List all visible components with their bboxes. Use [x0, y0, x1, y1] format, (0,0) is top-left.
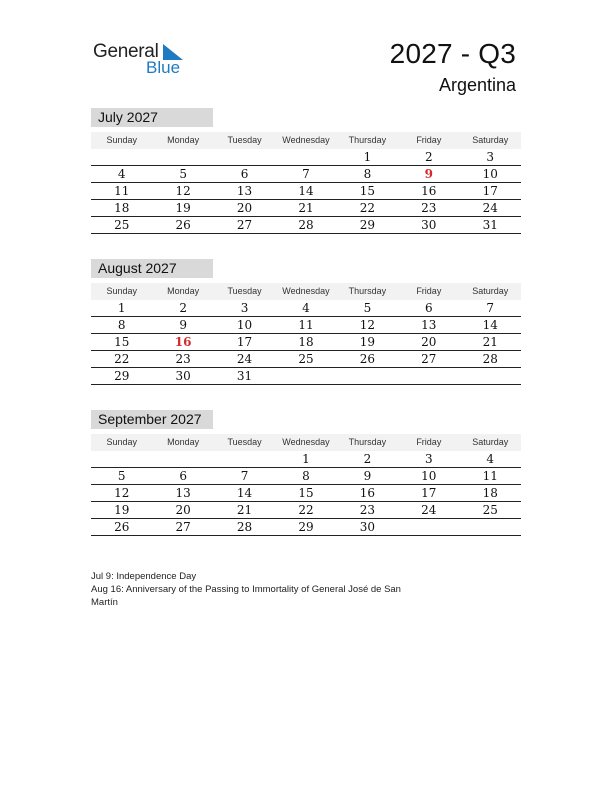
country-name: Argentina — [438, 75, 516, 95]
day-cell: 7 — [240, 469, 249, 483]
weekday-label: Wednesday — [282, 437, 330, 447]
week-row — [91, 217, 521, 234]
week-row — [91, 317, 521, 334]
week-row — [91, 468, 521, 485]
day-cell: 8 — [302, 469, 310, 483]
week-row — [91, 351, 521, 368]
day-cell: 8 — [117, 318, 126, 332]
day-cell: 5 — [179, 167, 187, 181]
day-cell: 23 — [175, 352, 191, 366]
weekday-header-row — [91, 283, 521, 300]
day-cell: 30 — [359, 520, 376, 534]
month-title: July 2027 — [91, 108, 213, 127]
day-cell: 5 — [363, 301, 372, 315]
day-cell: 5 — [117, 469, 126, 483]
weekday-label: Monday — [167, 135, 200, 145]
day-cell: 21 — [298, 201, 314, 215]
day-cell: 18 — [114, 201, 130, 215]
day-cell: 27 — [421, 352, 437, 366]
brand-logo — [93, 40, 193, 78]
weekday-header-row — [91, 132, 521, 149]
day-cell: 18 — [298, 335, 314, 349]
day-cell: 12 — [359, 318, 376, 332]
day-cell — [337, 368, 398, 384]
day-cell: 7 — [486, 301, 495, 315]
month-title: September 2027 — [91, 410, 213, 429]
week-row — [91, 200, 521, 217]
day-cell: 11 — [298, 318, 314, 332]
weekday-label: Saturday — [472, 286, 509, 296]
day-cell: 20 — [236, 201, 253, 215]
day-cell: 28 — [298, 218, 314, 232]
weekday-label: Sunday — [106, 286, 137, 296]
weekday-label: Wednesday — [282, 286, 330, 296]
day-cell: 16 — [359, 486, 376, 500]
day-cell: 13 — [175, 486, 191, 500]
logo-text-general: General — [93, 41, 159, 62]
day-cell: 6 — [179, 469, 187, 483]
weekday-label: Thursday — [348, 437, 387, 447]
day-cell: 11 — [114, 184, 130, 198]
weekday-label: Monday — [167, 437, 200, 447]
day-cell: 14 — [298, 184, 314, 198]
week-row — [91, 149, 521, 166]
holiday-day-cell: 16 — [174, 335, 192, 349]
day-cell: 18 — [482, 486, 498, 500]
month-calendar — [91, 259, 521, 385]
month-calendar — [91, 410, 521, 536]
day-cell: 20 — [175, 503, 191, 517]
day-cell: 28 — [482, 352, 498, 366]
day-cell: 23 — [359, 503, 376, 517]
day-cell: 27 — [175, 520, 191, 534]
day-cell: 17 — [421, 486, 437, 500]
day-cell: 17 — [236, 335, 253, 349]
day-cell: 25 — [114, 218, 130, 232]
day-cell: 19 — [359, 335, 376, 349]
day-cell — [460, 519, 521, 535]
day-cell: 1 — [302, 452, 310, 466]
day-cell: 19 — [175, 201, 191, 215]
day-cell: 28 — [236, 520, 253, 534]
day-cell — [214, 149, 275, 165]
day-cell — [398, 368, 459, 384]
day-cell — [214, 451, 275, 467]
day-cell — [91, 149, 152, 165]
page-title: 2027 - Q3 — [389, 38, 516, 69]
day-cell: 3 — [486, 150, 495, 164]
day-cell: 12 — [175, 184, 191, 198]
day-cell: 30 — [175, 369, 191, 383]
day-cell — [398, 519, 459, 535]
day-cell: 24 — [236, 352, 253, 366]
day-cell: 4 — [302, 301, 310, 315]
holiday-note: Aug 16: Anniversary of the Passing to Immortality of General José de San Martín — [91, 584, 401, 608]
weekday-label: Saturday — [472, 135, 509, 145]
day-cell: 15 — [298, 486, 314, 500]
holiday-notes — [91, 570, 411, 609]
weekday-label: Sunday — [106, 437, 137, 447]
day-cell: 30 — [421, 218, 437, 232]
week-row — [91, 183, 521, 200]
weekday-label: Thursday — [348, 286, 387, 296]
holiday-day-cell: 9 — [424, 167, 433, 181]
day-cell: 9 — [179, 318, 187, 332]
weekday-header-row — [91, 434, 521, 451]
day-cell: 6 — [425, 301, 433, 315]
day-cell: 26 — [114, 520, 130, 534]
day-cell: 29 — [114, 369, 130, 383]
day-cell — [460, 368, 521, 384]
week-row — [91, 502, 521, 519]
day-cell: 19 — [114, 503, 130, 517]
day-cell: 24 — [482, 201, 498, 215]
weekday-label: Tuesday — [227, 437, 262, 447]
week-row — [91, 519, 521, 536]
month-calendar — [91, 108, 521, 234]
day-cell — [152, 149, 213, 165]
day-cell: 26 — [175, 218, 191, 232]
day-cell: 23 — [421, 201, 437, 215]
week-row — [91, 166, 521, 183]
holiday-note: Jul 9: Independence Day — [91, 571, 197, 582]
day-cell: 7 — [302, 167, 310, 181]
day-cell: 3 — [240, 301, 249, 315]
logo-text-blue: Blue — [146, 58, 181, 77]
day-cell: 22 — [298, 503, 314, 517]
day-cell: 17 — [482, 184, 498, 198]
day-cell: 27 — [236, 218, 253, 232]
day-cell: 8 — [363, 167, 372, 181]
day-cell: 16 — [421, 184, 437, 198]
day-cell: 21 — [482, 335, 498, 349]
day-cell — [152, 451, 213, 467]
day-cell: 31 — [236, 369, 253, 383]
weekday-label: Saturday — [472, 437, 509, 447]
day-cell: 31 — [482, 218, 498, 232]
day-cell: 24 — [421, 503, 437, 517]
day-cell: 13 — [421, 318, 437, 332]
day-cell: 4 — [117, 167, 126, 181]
day-cell: 10 — [421, 469, 437, 483]
day-cell: 9 — [363, 469, 372, 483]
weekday-label: Tuesday — [227, 135, 262, 145]
day-cell: 13 — [236, 184, 253, 198]
day-cell: 12 — [114, 486, 130, 500]
day-cell: 10 — [482, 167, 498, 181]
weekday-label: Friday — [416, 437, 442, 447]
day-cell: 6 — [240, 167, 249, 181]
week-row — [91, 485, 521, 502]
week-row — [91, 334, 521, 351]
weekday-label: Wednesday — [282, 135, 330, 145]
day-cell — [275, 368, 336, 384]
day-cell: 20 — [421, 335, 437, 349]
week-row — [91, 451, 521, 468]
weekday-label: Tuesday — [227, 286, 262, 296]
day-cell — [91, 451, 152, 467]
weekday-label: Friday — [416, 135, 442, 145]
day-cell: 15 — [114, 335, 130, 349]
day-cell: 1 — [363, 150, 372, 164]
day-cell: 29 — [359, 218, 376, 232]
day-cell: 14 — [482, 318, 498, 332]
day-cell: 1 — [117, 301, 126, 315]
day-cell: 22 — [114, 352, 130, 366]
day-cell: 3 — [425, 452, 433, 466]
day-cell — [275, 149, 336, 165]
day-cell: 11 — [482, 469, 498, 483]
day-cell: 26 — [359, 352, 376, 366]
month-title: August 2027 — [91, 259, 213, 278]
day-cell: 2 — [179, 301, 187, 315]
weekday-label: Friday — [416, 286, 442, 296]
day-cell: 25 — [298, 352, 314, 366]
weekday-label: Thursday — [348, 135, 387, 145]
day-cell: 10 — [236, 318, 253, 332]
day-cell: 22 — [359, 201, 376, 215]
weekday-label: Monday — [167, 286, 200, 296]
day-cell: 21 — [236, 503, 253, 517]
day-cell: 29 — [298, 520, 314, 534]
week-row — [91, 368, 521, 385]
day-cell: 15 — [359, 184, 376, 198]
weekday-label: Sunday — [106, 135, 137, 145]
day-cell: 4 — [486, 452, 495, 466]
day-cell: 14 — [236, 486, 253, 500]
week-row — [91, 300, 521, 317]
day-cell: 2 — [363, 452, 372, 466]
day-cell: 2 — [425, 150, 433, 164]
day-cell: 25 — [482, 503, 498, 517]
